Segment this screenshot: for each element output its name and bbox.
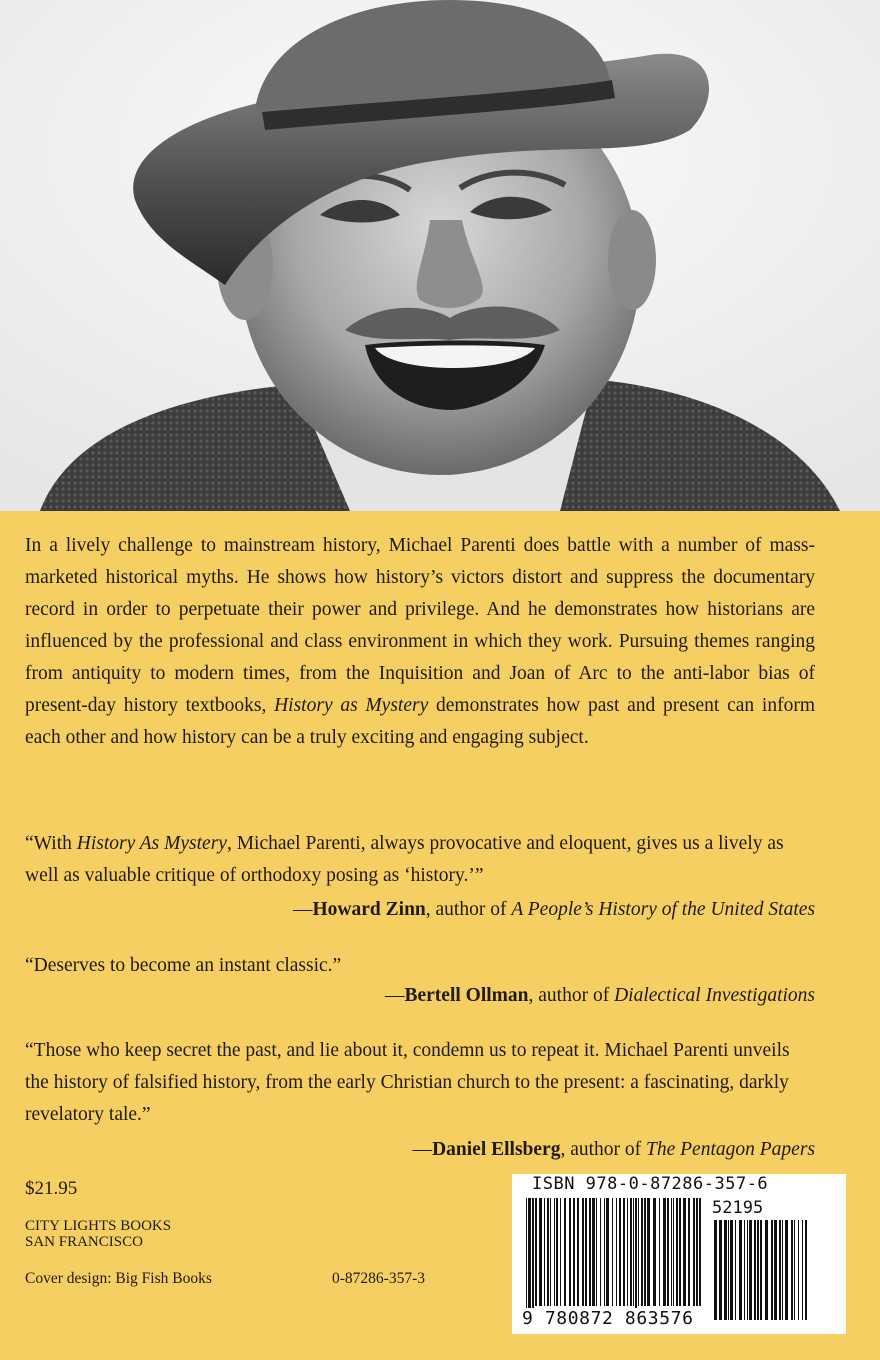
- attribution-author: Howard Zinn: [312, 899, 426, 920]
- barcode-bar: [779, 1220, 781, 1320]
- barcode-bar: [589, 1198, 591, 1306]
- barcode-bar: [659, 1198, 660, 1306]
- blurb-book-title: History as Mystery: [274, 695, 429, 716]
- barcode-bar: [805, 1220, 807, 1320]
- barcode-bar: [744, 1220, 745, 1320]
- barcode-bar: [760, 1220, 762, 1320]
- publisher: [25, 1218, 171, 1250]
- barcode-bar: [728, 1220, 729, 1320]
- barcode-bar: [592, 1198, 595, 1306]
- barcode-bar: [556, 1198, 558, 1306]
- attribution-zinn: [293, 894, 815, 926]
- barcode-bar: [582, 1198, 584, 1306]
- barcode-bar: [693, 1198, 695, 1306]
- attribution-author: Bertell Ollman: [404, 985, 529, 1006]
- barcode-bar: [676, 1198, 678, 1306]
- barcode-bar: [719, 1220, 722, 1320]
- attribution-of: , author of: [425, 899, 512, 920]
- attribution-ollman: [385, 980, 815, 1012]
- quote-text: “Deserves to become an instant classic.”: [25, 955, 342, 976]
- barcode-bar: [633, 1198, 634, 1306]
- attribution-of: , author of: [528, 985, 615, 1006]
- barcode-price-code: 52195: [712, 1198, 764, 1218]
- isbn-10: 0-87286-357-3: [332, 1270, 425, 1287]
- barcode-bar: [616, 1198, 617, 1306]
- attribution-of: , author of: [560, 1139, 647, 1160]
- attribution-work: Dialectical Investigations: [614, 985, 815, 1006]
- barcode-bar: [683, 1198, 686, 1306]
- quote-zinn: [25, 828, 815, 892]
- cover-design-credit: Cover design: Big Fish Books: [25, 1270, 212, 1287]
- quote-text: , Michael Parenti, always provocative and eloquent, gives us a lively as well as valuable critique of orthodoxy posing as ‘history.’”: [25, 833, 784, 886]
- barcode-bar: [612, 1198, 613, 1306]
- blurb-text-start: In a lively challenge to mainstream history, Michael Parenti does battle with a number of mass-marketed historical myths. He shows how history’s victors distort and suppress the documentary record in order to perpetuate their power and privilege. And he demonstrates how historians are influenced by the professional and class environment in which they work. Pursuing themes ranging from antiquity to modern times, from the Inquisition and Joan of Arc to the anti-labor bias of present-day history textbooks,: [25, 535, 815, 716]
- attribution-work: The Pentagon Papers: [646, 1139, 815, 1160]
- barcode-bar: [600, 1198, 601, 1306]
- barcode-bar: [791, 1220, 793, 1320]
- barcode-bar: [774, 1220, 777, 1320]
- attribution-ellsberg: [413, 1134, 815, 1166]
- barcode-bar: [573, 1198, 575, 1306]
- barcode-bar: [623, 1198, 625, 1306]
- publisher-name: CITY LIGHTS BOOKS: [25, 1218, 172, 1234]
- barcode-bar: [794, 1220, 795, 1320]
- barcode-bar: [564, 1198, 566, 1306]
- barcode-bar: [730, 1220, 733, 1320]
- barcode-bar: [749, 1220, 752, 1320]
- barcode-bar: [569, 1198, 571, 1306]
- barcode-bar: [627, 1198, 628, 1306]
- barcode-bar: [754, 1220, 756, 1320]
- barcode-bar: [547, 1198, 549, 1306]
- barcode-bar: [765, 1220, 768, 1320]
- barcode-bar: [630, 1198, 632, 1306]
- quote-text: “Those who keep secret the past, and lie about it, condemn us to repeat it. Michael Parenti unveils the history of falsified history, from the early Christian church to the present: a fascinating, darkly revelatory tale.”: [25, 1040, 790, 1125]
- barcode-bar: [747, 1220, 748, 1320]
- barcode-bar: [641, 1198, 643, 1306]
- barcode-bar: [671, 1198, 672, 1306]
- quote-ollman: [25, 950, 815, 982]
- barcode-bar: [554, 1198, 555, 1306]
- blurb-text-end: demonstrates how past and present can inform each other and how history can be a truly exciting and engaging subject.: [25, 695, 815, 748]
- barcode-bar: [528, 1198, 531, 1320]
- barcode-bar: [532, 1198, 534, 1320]
- attribution-author: Daniel Ellsberg: [432, 1139, 561, 1160]
- barcode-bar: [679, 1198, 681, 1306]
- barcode-bar: [667, 1198, 669, 1306]
- price: $21.95: [25, 1178, 78, 1199]
- barcode-bar: [604, 1198, 605, 1306]
- barcode-ean-digits: 9 780872 863576: [522, 1308, 694, 1329]
- quote-book-title: History As Mystery: [76, 833, 227, 854]
- attribution-dash: —: [293, 899, 313, 920]
- author-photo: [0, 0, 880, 511]
- attribution-dash: —: [384, 985, 405, 1006]
- barcode-isbn-label: ISBN 978-0-87286-357-6: [532, 1174, 769, 1194]
- barcode-bars-ean: [524, 1198, 704, 1323]
- barcode-bar: [739, 1220, 742, 1320]
- barcode-bar: [596, 1198, 597, 1306]
- barcode-bar: [644, 1198, 646, 1306]
- quote-text: “With: [25, 833, 77, 854]
- barcode-bar: [798, 1220, 799, 1320]
- barcode-bar: [606, 1198, 609, 1306]
- barcode-bar: [757, 1220, 759, 1320]
- barcode-bar: [714, 1220, 717, 1320]
- barcode: [512, 1174, 846, 1334]
- barcode-bar: [535, 1198, 537, 1306]
- attribution-dash: —: [412, 1139, 433, 1160]
- barcode-bar: [688, 1198, 690, 1306]
- barcode-bar: [653, 1198, 656, 1306]
- barcode-bar: [635, 1198, 637, 1320]
- publisher-city: SAN FRANCISCO: [25, 1234, 143, 1250]
- barcode-bar: [724, 1220, 727, 1320]
- barcode-bar: [550, 1198, 551, 1306]
- barcode-bar: [577, 1198, 579, 1306]
- barcode-bar: [771, 1220, 773, 1320]
- barcode-bar: [619, 1198, 621, 1306]
- barcode-bar: [696, 1198, 698, 1306]
- barcode-bar: [663, 1198, 666, 1306]
- barcode-bar: [526, 1198, 527, 1320]
- barcode-bar: [802, 1220, 803, 1320]
- barcode-bar: [544, 1198, 545, 1306]
- barcode-bar: [539, 1198, 542, 1306]
- barcode-bars-addon: [712, 1220, 812, 1323]
- barcode-bar: [585, 1198, 587, 1306]
- barcode-bar: [785, 1220, 788, 1320]
- barcode-bar: [638, 1198, 639, 1306]
- barcode-bar: [699, 1198, 701, 1306]
- barcode-bar: [735, 1220, 736, 1320]
- quote-ellsberg: [25, 1035, 815, 1131]
- barcode-bar: [782, 1220, 783, 1320]
- barcode-bar: [647, 1198, 650, 1306]
- description-blurb: [25, 530, 815, 754]
- attribution-work: A People’s History of the United States: [511, 899, 815, 920]
- barcode-bar: [560, 1198, 561, 1306]
- barcode-bar: [673, 1198, 674, 1306]
